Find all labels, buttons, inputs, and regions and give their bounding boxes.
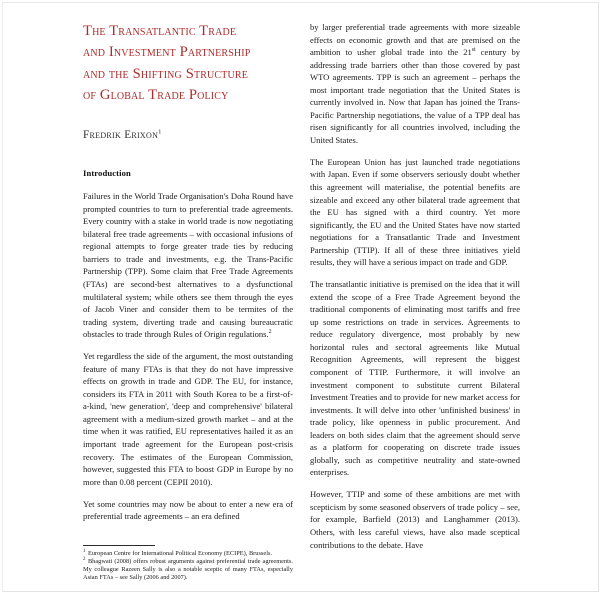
title-line-2: and Investment Partnership [83, 44, 251, 61]
paragraph: The European Union has just launched trade negotiations with Japan. Even if some observers seriously doubt whether this agreement will materialise, the potential benefits are sizeable and exceed any other bilateral trade agreement that the EU has signed with a third country. Yet more significantly, the EU and the United States have now started negotiations for a Transatlantic Trade and Investment Partnership (TTIP). If all of these three initiatives yield results, they will have a serious impact on trade and GDP. [310, 156, 520, 268]
right-column [310, 21, 520, 587]
paragraph-text-part-2: century by addressing trade barriers other than those covered by past WTO agreements. TPP is such an agreement – perhaps the most important trade negotiation that the United States is currently involved in. Now that Japan has joined the Trans-Pacific Partnership negotiations, the value of a TPP deal has risen significantly for all countries involved, including the United States. [310, 47, 520, 145]
page-title [83, 21, 293, 106]
footnote-block [83, 545, 293, 583]
paragraph: The transatlantic initiative is premised on the idea that it will extend the scope of a Free Trade Agreement beyond the traditional components of eliminating most tariffs and free up some restrictions on trade in services. Agreements to reduce regulatory divergence, most probably by new horizontal rules and sectoral agreements like Mutual Recognition Agreements, will represent the biggest component of TTIP. Furthermore, it will involve an investment component to substitute current Bilateral Investment Treaties and to provide for new market access for investments. It will delve into other 'unfinished business' in trade policy, like openness in public procurement. And leaders on both sides claim that the agreement should serve as a platform for cooperating on discrete trade issues globally, such as competitive neutrality and state-owned enterprises. [310, 279, 520, 478]
footnote-item [83, 558, 293, 582]
footnote-text: European Centre for International Political Economy (ECIPE), Brussels. [87, 549, 273, 557]
left-column [83, 21, 293, 587]
paragraph [83, 190, 293, 341]
paragraph: Yet regardless the side of the argument, the most outstanding feature of many FTAs is that they do not have impressive effects on growth in trade and GDP. The EU, for instance, considers its FTA in 2011 with South Korea to be a first-of-a-kind, 'new generation', 'deep and comprehensive' bilateral agreement with a medium-sized growth market – and at the time when it was ratified, EU representatives hailed it as an important trade agreement for the European post-crisis recovery. The estimates of the European Commission, however, suggested this FTA to boost GDP in Europe by no more than 0.08 percent (CEPII 2010). [83, 351, 293, 487]
title-line-3: and the Shifting Structure [83, 65, 248, 82]
footnote-number: 1 [83, 548, 86, 554]
paragraph-text-part-1: by larger preferential trade agreements with more sizeable effects on economic growth and that are premised on the ambition to usher global trade into the 21 [310, 22, 520, 58]
two-column-layout [83, 21, 520, 587]
footnote-marker: 2 [268, 329, 272, 336]
paragraph-text: Failures in the World Trade Organisation's Doha Round have prompted countries to turn to preferential trade agreements. Every country with a stake in world trade is now negotiating bilateral free trade agreements – with occasional infusions of regional attempts to forge greater trade ties by reducing barriers to trade and investments, e.g. the Trans-Pacific Partnership (TPP). Some claim that Free Trade Agreements (FTAs) are second-best alternatives to a dysfunctional multilateral system; while others see them through the eyes of Jacob Viner and consider them to be termites of the trading system, diverting trade and causing bureaucratic obstacles to trade through Rules of Origin regulations. [83, 191, 293, 340]
title-line-4: of Global Trade Policy [83, 86, 229, 103]
title-line-1: The Transatlantic Trade [83, 23, 237, 39]
author-name: Fredrik Erixon [83, 129, 159, 142]
ordinal-superscript: st [471, 47, 476, 54]
section-heading-introduction: Introduction [83, 168, 131, 179]
document-page [2, 2, 599, 592]
paragraph: Yet some countries may now be about to enter a new era of preferential trade agreements – an era defined [83, 498, 293, 522]
footnote-number: 2 [83, 557, 86, 563]
footnote-text: Bhagwati (2008) offers robust arguments against preferential trade agreements. My colleague Razeen Sally is also a notable sceptic of many FTAs, especially Asian FTAs – see Sally (2006 and 2007). [83, 558, 293, 582]
paragraph: However, TTIP and some of these ambitions are met with scepticism by some seasoned observers of trade policy – see, for example, Barfield (2013) and Langhammer (2013). Others, with less careful views, have also made sceptical contributions to the debate. Have [310, 489, 520, 550]
paragraph [310, 21, 520, 146]
footnote-separator-rule [83, 545, 155, 546]
page-content [83, 21, 520, 587]
footnote-item [83, 550, 293, 558]
author-byline [83, 128, 293, 142]
right-column-body [310, 21, 520, 551]
author-footnote-marker: 1 [158, 128, 162, 136]
left-column-body [83, 190, 293, 522]
